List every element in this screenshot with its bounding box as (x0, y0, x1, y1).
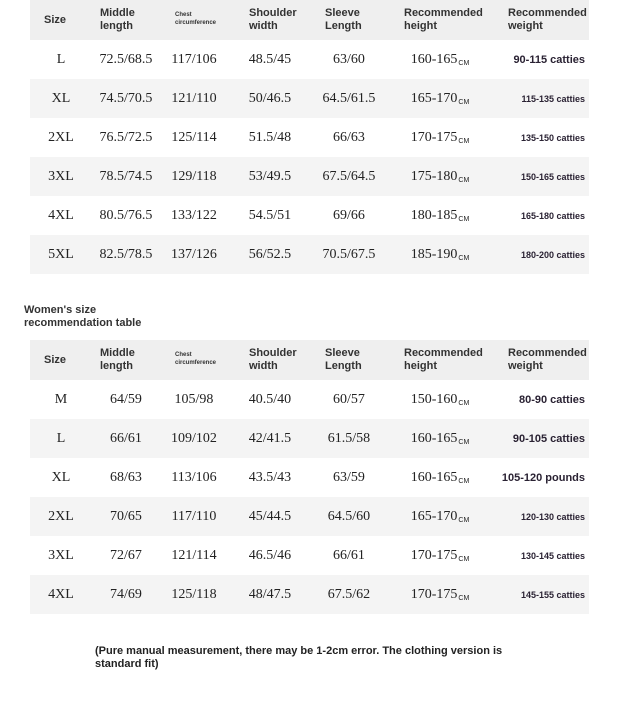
table-row (30, 458, 589, 497)
table-body (30, 380, 589, 614)
weight-cell (490, 380, 589, 419)
height-cell-text: 165-170 (410, 90, 458, 106)
shoulder-cell-text: 56/52.5 (248, 246, 292, 262)
middle-length-cell-text: 66/61 (110, 430, 142, 446)
table-row (30, 118, 589, 157)
sleeve-cell (310, 157, 388, 196)
middle-length-cell (92, 419, 160, 458)
weight-cell (490, 118, 589, 157)
chest-cell-text: 117/110 (171, 508, 217, 524)
height-cell (390, 536, 490, 575)
weight-cell (490, 235, 589, 274)
middle-length-cell-text: 80.5/76.5 (99, 207, 153, 223)
shoulder-cell-text: 48/47.5 (248, 586, 292, 602)
height-unit: CM (458, 556, 470, 563)
shoulder-cell-text: 46.5/46 (248, 547, 292, 563)
table-row (30, 79, 589, 118)
size-cell-text: M (54, 391, 68, 407)
sleeve-cell-text: 70.5/67.5 (322, 246, 376, 262)
shoulder-cell (235, 40, 305, 79)
size-cell (30, 118, 92, 157)
shoulder-cell (235, 536, 305, 575)
height-cell (390, 575, 490, 614)
table-row (30, 536, 589, 575)
height-cell (390, 40, 490, 79)
shoulder-cell-text: 43.5/43 (248, 469, 292, 485)
middle-length-cell-text: 72/67 (110, 547, 142, 563)
weight-cell (490, 419, 589, 458)
sleeve-cell-text: 66/63 (333, 129, 365, 145)
weight-cell (490, 40, 589, 79)
table-header (30, 340, 589, 380)
chest-cell-text: 121/110 (171, 90, 217, 106)
middle-length-cell-text: 74/69 (110, 586, 142, 602)
sleeve-cell-text: 64.5/60 (327, 508, 371, 524)
shoulder-cell-text: 53/49.5 (248, 168, 292, 184)
chest-cell (160, 118, 228, 157)
height-unit: CM (458, 177, 470, 184)
shoulder-cell (235, 157, 305, 196)
size-cell-text: 3XL (48, 547, 74, 563)
chest-cell (160, 40, 228, 79)
table-row (30, 157, 589, 196)
middle-length-cell-text: 68/63 (110, 469, 142, 485)
weight-cell-text: 90-105 catties (512, 432, 585, 445)
weight-cell (490, 575, 589, 614)
middle-length-cell (92, 157, 160, 196)
size-cell-text: L (56, 51, 66, 67)
measurement-note: (Pure manual measurement, there may be 1-2cm error. The clothing version is standard fit) (95, 645, 503, 670)
height-cell-text: 160-165 (410, 430, 458, 446)
header-sleeve: Sleeve Length (325, 347, 362, 372)
size-cell-text: L (56, 430, 66, 446)
height-cell-text: 170-175 (410, 586, 458, 602)
sleeve-cell-text: 69/66 (333, 207, 365, 223)
shoulder-cell (235, 118, 305, 157)
height-unit: CM (458, 216, 470, 223)
header-shoulder: Shoulder width (249, 7, 297, 32)
table-row (30, 575, 589, 614)
middle-length-cell-text: 70/65 (110, 508, 142, 524)
middle-length-cell (92, 380, 160, 419)
sleeve-cell-text: 63/59 (333, 469, 365, 485)
table-header (30, 0, 589, 40)
height-cell (390, 235, 490, 274)
header-weight: Recommended weight (508, 347, 587, 372)
middle-length-cell (92, 497, 160, 536)
weight-cell-text: 105-120 pounds (501, 471, 585, 484)
sleeve-cell (310, 458, 388, 497)
height-unit: CM (458, 60, 470, 67)
table-row (30, 235, 589, 274)
weight-cell-text: 80-90 catties (518, 393, 585, 406)
size-cell-text: 5XL (48, 246, 74, 262)
size-cell-text: 2XL (48, 508, 74, 524)
sleeve-cell (310, 536, 388, 575)
chest-cell (160, 458, 228, 497)
size-cell-text: 4XL (48, 586, 74, 602)
size-cell (30, 40, 92, 79)
chest-cell (160, 196, 228, 235)
height-cell-text: 170-175 (410, 547, 458, 563)
middle-length-cell-text: 72.5/68.5 (99, 51, 153, 67)
table-row (30, 419, 589, 458)
weight-cell-text: 165-180 catties (520, 210, 585, 221)
weight-cell-text: 135-150 catties (520, 132, 585, 143)
weight-cell-text: 180-200 catties (520, 249, 585, 260)
chest-cell-text: 109/102 (171, 430, 217, 446)
weight-cell (490, 79, 589, 118)
chest-cell-text: 129/118 (171, 168, 217, 184)
women-size-table (30, 340, 589, 614)
height-unit: CM (458, 255, 470, 262)
men-size-table (30, 0, 589, 274)
middle-length-cell (92, 235, 160, 274)
chest-cell (160, 157, 228, 196)
sleeve-cell (310, 380, 388, 419)
sleeve-cell (310, 40, 388, 79)
height-cell (390, 118, 490, 157)
height-cell-text: 175-180 (410, 168, 458, 184)
header-chest: Chest circumference (175, 352, 217, 366)
weight-cell-text: 90-115 catties (513, 53, 585, 66)
size-cell-text: XL (51, 469, 71, 485)
height-unit: CM (458, 439, 470, 446)
middle-length-cell (92, 196, 160, 235)
chest-cell-text: 105/98 (174, 391, 214, 407)
shoulder-cell (235, 497, 305, 536)
header-height: Recommended height (404, 7, 483, 32)
height-cell (390, 458, 490, 497)
sleeve-cell-text: 64.5/61.5 (322, 90, 376, 106)
height-cell (390, 79, 490, 118)
size-cell-text: 4XL (48, 207, 74, 223)
shoulder-cell (235, 196, 305, 235)
shoulder-cell (235, 419, 305, 458)
size-cell (30, 235, 92, 274)
header-sleeve: Sleeve Length (325, 7, 362, 32)
shoulder-cell (235, 79, 305, 118)
shoulder-cell (235, 235, 305, 274)
sleeve-cell-text: 67.5/64.5 (322, 168, 376, 184)
weight-cell (490, 196, 589, 235)
middle-length-cell-text: 82.5/78.5 (99, 246, 153, 262)
table-row (30, 196, 589, 235)
height-unit: CM (458, 517, 470, 524)
height-cell (390, 196, 490, 235)
sleeve-cell-text: 63/60 (333, 51, 365, 67)
header-middle-length: Middle length (100, 7, 135, 32)
size-cell (30, 458, 92, 497)
header-middle-length: Middle length (100, 347, 135, 372)
chest-cell (160, 575, 228, 614)
size-cell (30, 575, 92, 614)
height-cell (390, 380, 490, 419)
sleeve-cell (310, 118, 388, 157)
height-unit: CM (458, 99, 470, 106)
weight-cell (490, 157, 589, 196)
height-cell-text: 165-170 (410, 508, 458, 524)
size-cell (30, 79, 92, 118)
size-cell (30, 380, 92, 419)
header-height: Recommended height (404, 347, 483, 372)
shoulder-cell-text: 48.5/45 (248, 51, 292, 67)
chest-cell-text: 125/114 (171, 129, 217, 145)
size-cell (30, 196, 92, 235)
sleeve-cell-text: 66/61 (333, 547, 365, 563)
table-body (30, 40, 589, 274)
size-cell (30, 497, 92, 536)
middle-length-cell-text: 64/59 (110, 391, 142, 407)
sleeve-cell (310, 575, 388, 614)
height-cell (390, 157, 490, 196)
chest-cell (160, 79, 228, 118)
chest-cell-text: 121/114 (171, 547, 217, 563)
sleeve-cell (310, 419, 388, 458)
chest-cell-text: 113/106 (171, 469, 217, 485)
middle-length-cell-text: 74.5/70.5 (99, 90, 153, 106)
header-chest: Chest circumference (175, 12, 217, 26)
table-row (30, 380, 589, 419)
weight-cell-text: 150-165 catties (520, 171, 585, 182)
middle-length-cell (92, 458, 160, 497)
weight-cell (490, 536, 589, 575)
shoulder-cell-text: 54.5/51 (248, 207, 292, 223)
sleeve-cell-text: 60/57 (333, 391, 365, 407)
sleeve-cell-text: 67.5/62 (327, 586, 371, 602)
height-cell-text: 185-190 (410, 246, 458, 262)
shoulder-cell (235, 458, 305, 497)
shoulder-cell-text: 45/44.5 (248, 508, 292, 524)
shoulder-cell-text: 40.5/40 (248, 391, 292, 407)
shoulder-cell (235, 380, 305, 419)
size-cell (30, 157, 92, 196)
height-cell-text: 160-165 (410, 469, 458, 485)
height-unit: CM (458, 595, 470, 602)
header-weight: Recommended weight (508, 7, 587, 32)
header-size: Size (44, 13, 67, 26)
chest-cell (160, 235, 228, 274)
shoulder-cell (235, 575, 305, 614)
chest-cell (160, 536, 228, 575)
header-size: Size (44, 353, 67, 366)
middle-length-cell (92, 118, 160, 157)
size-cell-text: 3XL (48, 168, 74, 184)
size-cell (30, 419, 92, 458)
chest-cell (160, 497, 228, 536)
weight-cell-text: 145-155 catties (520, 589, 585, 600)
chest-cell (160, 419, 228, 458)
middle-length-cell (92, 575, 160, 614)
chest-cell-text: 133/122 (171, 207, 217, 223)
middle-length-cell-text: 78.5/74.5 (99, 168, 153, 184)
middle-length-cell-text: 76.5/72.5 (99, 129, 153, 145)
shoulder-cell-text: 51.5/48 (248, 129, 292, 145)
size-cell-text: 2XL (48, 129, 74, 145)
shoulder-cell-text: 42/41.5 (248, 430, 292, 446)
size-cell-text: XL (51, 90, 71, 106)
height-cell-text: 150-160 (410, 391, 458, 407)
table-row (30, 497, 589, 536)
height-cell-text: 160-165 (410, 51, 458, 67)
shoulder-cell-text: 50/46.5 (248, 90, 292, 106)
women-section-title: Women's size recommendation table (24, 304, 142, 329)
chest-cell-text: 117/106 (171, 51, 217, 67)
chest-cell (160, 380, 228, 419)
size-cell (30, 536, 92, 575)
middle-length-cell (92, 40, 160, 79)
height-cell (390, 497, 490, 536)
height-unit: CM (458, 400, 470, 407)
sleeve-cell (310, 79, 388, 118)
middle-length-cell (92, 79, 160, 118)
sleeve-cell (310, 235, 388, 274)
weight-cell-text: 130-145 catties (520, 550, 585, 561)
sleeve-cell-text: 61.5/58 (327, 430, 371, 446)
height-unit: CM (458, 478, 470, 485)
height-cell-text: 180-185 (410, 207, 458, 223)
height-cell (390, 419, 490, 458)
weight-cell (490, 458, 589, 497)
weight-cell (490, 497, 589, 536)
sleeve-cell (310, 497, 388, 536)
chest-cell-text: 125/118 (171, 586, 217, 602)
middle-length-cell (92, 536, 160, 575)
height-unit: CM (458, 138, 470, 145)
header-shoulder: Shoulder width (249, 347, 297, 372)
weight-cell-text: 115-135 catties (521, 93, 585, 104)
height-cell-text: 170-175 (410, 129, 458, 145)
weight-cell-text: 120-130 catties (520, 511, 585, 522)
chest-cell-text: 137/126 (171, 246, 217, 262)
table-row (30, 40, 589, 79)
sleeve-cell (310, 196, 388, 235)
